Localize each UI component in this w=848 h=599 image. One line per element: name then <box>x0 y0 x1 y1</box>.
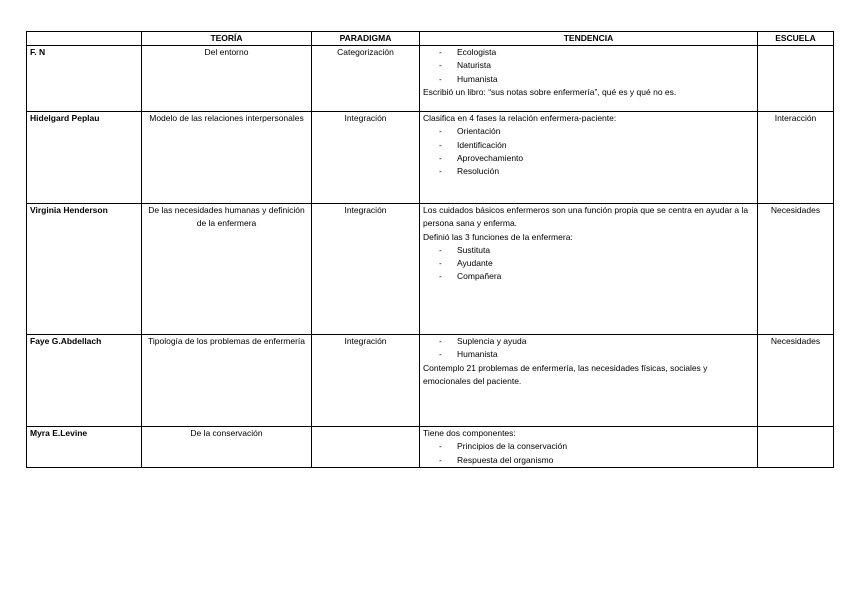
tendencia-cell <box>420 204 758 335</box>
header-cell-name <box>27 32 142 46</box>
list-item-label: Orientación <box>457 126 501 137</box>
list-item <box>423 348 754 361</box>
author-name-cell: Hidelgard Peplau <box>27 112 142 204</box>
list-item <box>423 139 754 152</box>
tendencia-text: Tiene dos componentes: <box>423 428 516 438</box>
tendencia-list <box>423 244 754 284</box>
theories-table <box>26 31 834 468</box>
list-item <box>423 73 754 86</box>
list-item-label: Sustituta <box>457 244 491 255</box>
tendencia-text: Definió las 3 funciones de la enfermera: <box>423 231 573 242</box>
list-item <box>423 46 754 59</box>
list-item-label: Ayudante <box>457 258 493 269</box>
teoria-cell: Tipología de los problemas de enfermería <box>142 335 312 427</box>
list-item <box>423 59 754 72</box>
tendencia-cell <box>420 335 758 427</box>
author-name-cell: Myra E.Levine <box>27 427 142 468</box>
list-item <box>423 335 754 348</box>
paradigma-cell <box>312 427 420 468</box>
table-row <box>27 112 834 204</box>
teoria-cell: De las necesidades humanas y definición de la enfermera <box>142 204 312 335</box>
list-item-label: Suplencia y ayuda <box>457 336 527 346</box>
tendencia-cell <box>420 46 758 112</box>
teoria-cell: De la conservación <box>142 427 312 468</box>
escuela-cell: Necesidades <box>758 204 834 335</box>
paradigma-cell: Categorización <box>312 46 420 112</box>
list-item-label: Compañera <box>457 271 502 282</box>
header-row <box>27 32 834 46</box>
author-name-cell: Faye G.Abdellach <box>27 335 142 427</box>
paradigma-cell: Integración <box>312 335 420 427</box>
list-item <box>423 165 754 178</box>
list-item-label: Humanista <box>457 73 498 84</box>
list-item-label: Respuesta del organismo <box>457 454 554 465</box>
tendencia-list <box>423 335 754 362</box>
header-cell-paradigma: PARADIGMA <box>312 32 420 46</box>
header-cell-tendencia: TENDENCIA <box>420 32 758 46</box>
list-item-label: Principios de la conservación <box>457 441 568 452</box>
escuela-cell: Interacción <box>758 112 834 204</box>
table-row <box>27 46 834 112</box>
paradigma-cell: Integración <box>312 204 420 335</box>
author-name-cell: Virginia Henderson <box>27 204 142 335</box>
list-item <box>423 440 754 453</box>
list-item <box>423 125 754 138</box>
teoria-cell: Modelo de las relaciones interpersonales <box>142 112 312 204</box>
tendencia-text: Escribió un libro: “sus notas sobre enfermería”, qué es y qué no es. <box>423 86 677 97</box>
escuela-cell: Necesidades <box>758 335 834 427</box>
list-item-label: Identificación <box>457 139 507 150</box>
tendencia-cell <box>420 427 758 468</box>
paradigma-cell: Integración <box>312 112 420 204</box>
escuela-cell <box>758 46 834 112</box>
teoria-cell: Del entorno <box>142 46 312 112</box>
tendencia-text: Contemplo 21 problemas de enfermería, las necesidades físicas, sociales y emocionales del paciente. <box>423 362 708 386</box>
list-item <box>423 454 754 467</box>
list-item-label: Naturista <box>457 60 492 71</box>
table-row <box>27 335 834 427</box>
table-row <box>27 427 834 468</box>
header-cell-escuela: ESCUELA <box>758 32 834 46</box>
header-cell-teoria: TEORÍA <box>142 32 312 46</box>
tendencia-list <box>423 125 754 178</box>
list-item <box>423 257 754 270</box>
tendencia-text: Los cuidados básicos enfermeros son una función propia que se centra en ayudar a la persona sana y enferma. <box>423 205 749 229</box>
list-item-label: Humanista <box>457 349 498 360</box>
tendencia-cell <box>420 112 758 204</box>
tendencia-list <box>423 440 754 467</box>
author-name-cell: F. N <box>27 46 142 112</box>
list-item <box>423 152 754 165</box>
list-item-label: Resolución <box>457 166 500 177</box>
list-item-label: Aprovechamiento <box>457 152 524 163</box>
list-item-label: Ecologista <box>457 47 497 57</box>
tendencia-list <box>423 46 754 86</box>
table-row <box>27 204 834 335</box>
escuela-cell <box>758 427 834 468</box>
list-item <box>423 244 754 257</box>
tendencia-text: Clasifica en 4 fases la relación enfermera-paciente: <box>423 113 617 123</box>
list-item <box>423 270 754 283</box>
